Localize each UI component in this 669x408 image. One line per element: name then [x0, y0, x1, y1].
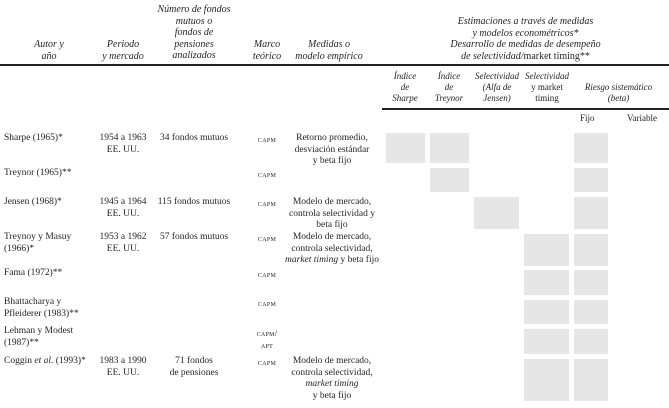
- cell-text: Modelo de mercado,: [292, 232, 372, 242]
- cell-text: Modelo de mercado,: [292, 356, 372, 366]
- mark-bhattacharya-timing: [524, 300, 569, 324]
- cell-text: EE. UU.: [106, 208, 140, 219]
- cell-text: controla selectividad,: [291, 367, 373, 378]
- header-text: Número de fondos: [157, 4, 231, 15]
- cell-text: Pfleiderer (1983)**: [4, 308, 79, 319]
- header-rule-sub: [382, 108, 669, 110]
- header-text: Medidas o: [308, 39, 350, 50]
- header-text: y modelos econométricos*: [472, 27, 579, 39]
- mark-sharpe-treynor: [430, 133, 469, 163]
- cell-periodo: [88, 197, 158, 220]
- mark-treynoy-fijo: [574, 234, 608, 266]
- cell-numero: [152, 356, 236, 379]
- cell-autor: Sharpe (1965)*: [4, 133, 63, 143]
- cell-text-part: . (1993)*: [50, 356, 86, 366]
- subheader-fijo: Fijo: [580, 113, 595, 123]
- cell-autor: Fama (1972)**: [4, 268, 63, 278]
- cell-marco: [245, 327, 289, 351]
- mark-treynor-treynor: [430, 168, 469, 192]
- subheader-treynor: [424, 71, 474, 104]
- subheader-sharpe: [380, 71, 430, 104]
- header-text: [382, 51, 669, 63]
- header-text: mutuos o: [175, 15, 213, 27]
- cell-text: EE. UU.: [106, 144, 140, 155]
- header-marco: [245, 39, 289, 62]
- cell-autor: [4, 356, 86, 368]
- cell-text: 1945 a 1964: [99, 197, 147, 207]
- subheader-riesgo: [568, 82, 669, 104]
- cell-text: apt: [260, 340, 274, 350]
- header-text: Índice: [437, 71, 461, 81]
- header-text: año: [41, 50, 57, 62]
- header-text: Periodo: [106, 39, 140, 50]
- cell-text: controla selectividad y: [289, 208, 375, 219]
- cell-autor: [4, 232, 71, 255]
- cell-text: Bhattacharya y: [4, 297, 62, 307]
- cell-autor: Jensen (1968)*: [4, 197, 62, 207]
- cell-text: [282, 255, 382, 267]
- header-text: Desarrollo de medidas de desempeño: [450, 39, 601, 50]
- cell-italic-part: et al: [34, 356, 51, 366]
- header-text: timing: [535, 93, 559, 103]
- mark-treynor-fijo: [574, 168, 608, 192]
- header-italic-part: de selectividad/: [461, 50, 524, 62]
- header-text: y mercado: [102, 50, 144, 62]
- cell-text: Modelo de mercado,: [292, 197, 372, 207]
- header-text: (Alfa de: [482, 82, 512, 92]
- mark-sharpe-fijo: [574, 133, 608, 163]
- header-rule-top: [0, 64, 669, 66]
- cell-text: 1954 a 1963: [99, 133, 147, 143]
- header-roman-part: market timing**: [523, 50, 590, 62]
- mark-jensen-fijo: [574, 197, 608, 229]
- header-text: y market: [531, 82, 563, 92]
- cell-text: capm/: [256, 328, 278, 338]
- cell-autor: Treynor (1965)**: [4, 168, 72, 178]
- header-text: Jensen): [483, 93, 511, 103]
- header-text: de: [400, 82, 410, 92]
- header-text: Treynor: [434, 93, 464, 103]
- header-text: Sharpe: [392, 93, 418, 103]
- cell-autor: [4, 326, 73, 349]
- header-text: modelo empírico: [295, 50, 363, 62]
- cell-periodo: [88, 133, 158, 156]
- header-text: Autor y: [34, 39, 64, 50]
- cell-marco: capm: [257, 298, 277, 308]
- mark-jensen-alfa: [474, 197, 519, 229]
- cell-marco: capm: [257, 198, 277, 208]
- cell-marco: capm: [257, 233, 277, 243]
- mark-treynoy-timing: [524, 234, 569, 266]
- header-text: Índice: [393, 71, 417, 81]
- cell-marco: capm: [257, 169, 277, 179]
- header-text: Riesgo sistemático: [584, 82, 653, 92]
- cell-text: beta fijo: [316, 220, 348, 230]
- cell-numero: 115 fondos mutuos: [157, 197, 231, 207]
- cell-periodo: [88, 232, 158, 255]
- header-autor: [18, 39, 80, 62]
- cell-marco: capm: [257, 269, 277, 279]
- cell-medidas: [284, 197, 380, 232]
- cell-text: y beta fijo: [312, 156, 352, 166]
- cell-text: (1966)*: [4, 243, 35, 254]
- cell-text: Retorno promedio,: [296, 133, 368, 143]
- cell-text-part: Coggin: [4, 356, 35, 366]
- header-periodo: [88, 39, 158, 62]
- cell-text: Lehman y Modest: [4, 326, 74, 336]
- mark-sharpe-sharpe: [386, 133, 425, 163]
- header-text: (beta): [607, 93, 630, 103]
- header-text: de: [444, 82, 454, 92]
- cell-text: 1953 a 1962: [99, 232, 147, 242]
- header-medidas: [284, 39, 374, 62]
- subheader-variable: Variable: [627, 113, 657, 123]
- cell-text: desviación estándar: [294, 144, 370, 155]
- cell-text: EE. UU.: [106, 367, 140, 378]
- cell-autor: [4, 297, 79, 320]
- header-text: analizados: [172, 50, 216, 61]
- cell-numero: 34 fondos mutuos: [159, 133, 229, 143]
- cell-medidas: [282, 232, 382, 267]
- header-text: Selectividad: [525, 71, 569, 81]
- cell-text: (1987)**: [4, 337, 39, 348]
- mark-lehman-fijo: [574, 329, 608, 354]
- mark-bhattacharya-fijo: [574, 300, 608, 324]
- header-text: Selectividad: [475, 71, 519, 81]
- header-estimaciones: [382, 16, 669, 62]
- header-numero: [152, 4, 236, 62]
- cell-text: de pensiones: [169, 367, 219, 378]
- cell-marco: capm: [257, 134, 277, 144]
- cell-medidas: [284, 356, 380, 402]
- cell-italic-part: market timing: [285, 255, 339, 265]
- header-text: teórico: [252, 50, 282, 62]
- cell-text: y beta fijo: [312, 390, 352, 401]
- cell-italic-part: market timing: [305, 379, 359, 389]
- cell-marco: capm: [257, 357, 277, 367]
- cell-text-part: y beta fijo: [338, 255, 379, 265]
- cell-text: 1983 a 1990: [99, 356, 147, 366]
- mark-fama-fijo: [574, 270, 608, 295]
- header-text: pensiones: [174, 38, 214, 50]
- mark-fama-timing: [524, 270, 569, 295]
- mark-lehman-timing: [524, 329, 569, 354]
- cell-medidas: [284, 133, 380, 168]
- header-text: Marco: [253, 39, 281, 50]
- cell-text: Treynoy y Masuy: [4, 232, 72, 242]
- mark-coggin-timing: [524, 359, 569, 401]
- cell-text: EE. UU.: [106, 243, 140, 254]
- mark-coggin-fijo: [574, 359, 608, 401]
- header-text: Estimaciones a través de medidas: [457, 16, 594, 27]
- cell-text: controla selectividad,: [291, 243, 373, 254]
- cell-periodo: [88, 356, 158, 379]
- cell-text: 71 fondos: [175, 356, 213, 366]
- header-text: fondos de: [174, 27, 214, 38]
- cell-numero: 57 fondos mutuos: [159, 232, 229, 242]
